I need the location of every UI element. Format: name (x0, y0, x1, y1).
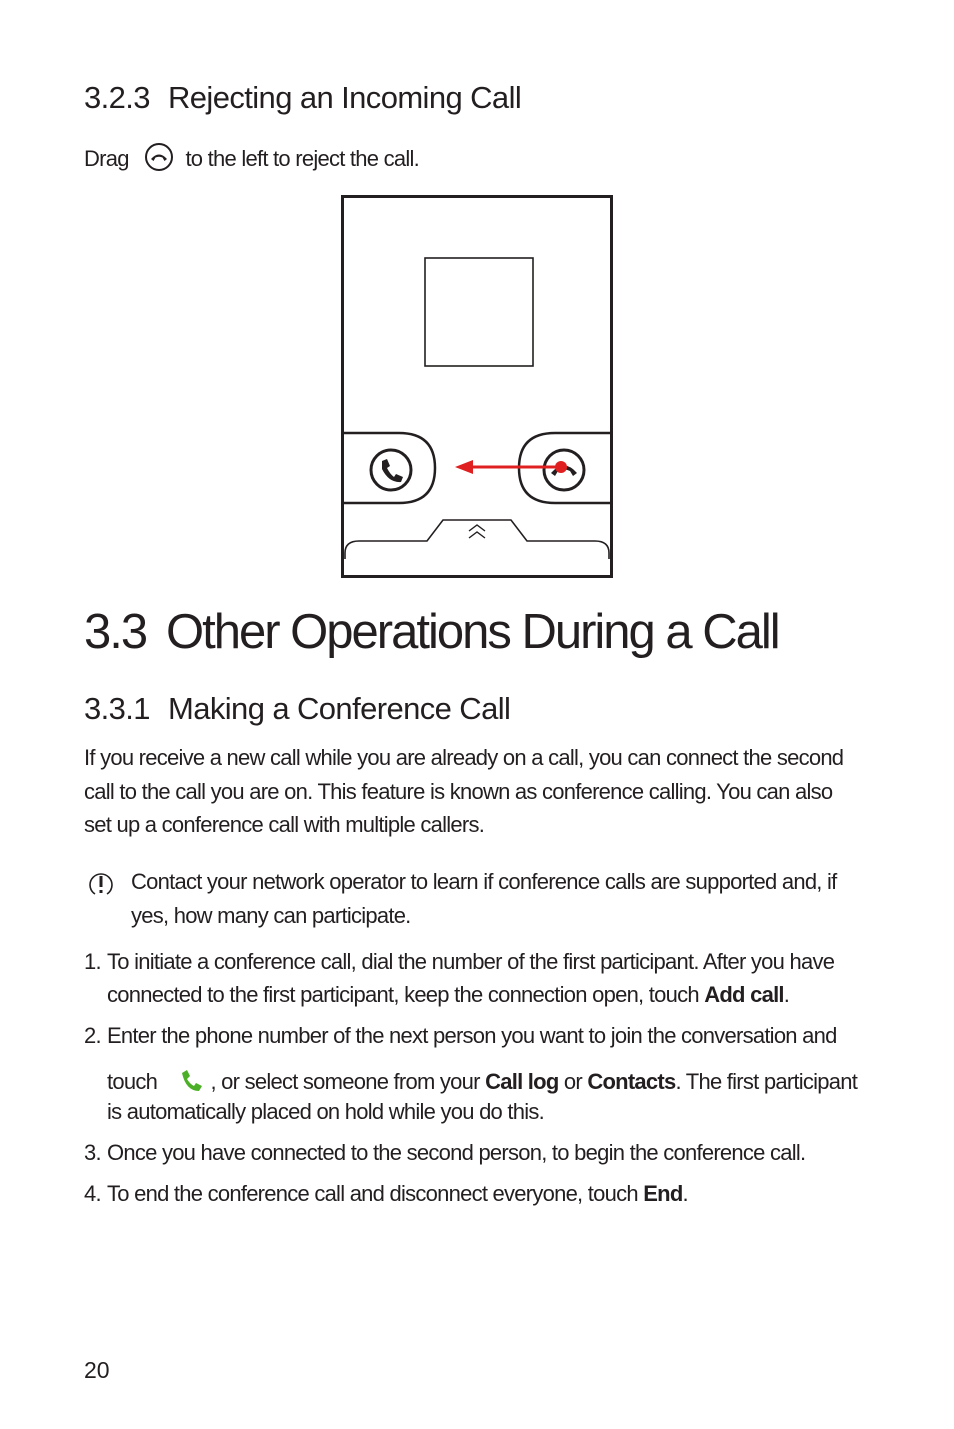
note-line: yes, how many can participate. (131, 902, 411, 928)
step-1-line-1: To initiate a conference call, dial the number of the first participant. After you have (107, 949, 835, 974)
section-title: Other Operations During a Call (166, 605, 779, 659)
step-text: To end the conference call and disconnect everyone, touch (107, 1181, 644, 1206)
step-1-line-2 (107, 982, 789, 1008)
page-number: 20 (84, 1357, 110, 1383)
section-number: 3.3 (84, 605, 147, 659)
note-text (131, 865, 837, 932)
section-heading-3-3 (84, 604, 779, 660)
section-number: 3.2.3 (84, 80, 150, 115)
call-log-label: Call log (485, 1068, 559, 1094)
intro-paragraph (84, 741, 843, 842)
step-text: or (558, 1068, 588, 1094)
end-label: End (643, 1181, 683, 1206)
double-chevron-up-icon[interactable] (467, 523, 487, 541)
paragraph-line: call to the call you are on. This feature is known as conference calling. You can also (84, 778, 833, 804)
paragraph-line: If you receive a new call while you are already on a call, you can connect the second (84, 745, 844, 770)
section-title: Making a Conference Call (168, 691, 511, 726)
step-3-text: Once you have connected to the second person, to begin the conference call. (107, 1140, 806, 1165)
phone-reject-icon (144, 142, 174, 178)
step-2-line-1: Enter the phone number of the next person you want to join the conversation and (107, 1023, 837, 1048)
note-icon (86, 868, 116, 898)
drag-word: Drag (84, 145, 129, 171)
phone-answer-icon[interactable] (368, 447, 414, 493)
contacts-label: Contacts (587, 1068, 676, 1094)
green-phone-icon (174, 1065, 208, 1101)
step-number: 3. (84, 1140, 101, 1165)
touch-word: touch (107, 1068, 158, 1094)
step-2-line-2 (107, 1065, 857, 1101)
section-heading-3-3-1 (84, 691, 510, 727)
section-number: 3.3.1 (84, 691, 150, 726)
step-number: 4. (84, 1181, 101, 1206)
note-line: Contact your network operator to learn if conference calls are supported and, if (131, 869, 837, 894)
step-number: 2. (84, 1023, 101, 1048)
paragraph-line: set up a conference call with multiple callers. (84, 812, 485, 837)
phone-screen-figure (341, 195, 613, 578)
drag-rest: to the left to reject the call. (185, 145, 419, 171)
step-text: . The first participant (675, 1068, 858, 1094)
step-2-line-3: is automatically placed on hold while you do this. (107, 1099, 544, 1124)
add-call-label: Add call (704, 982, 784, 1007)
red-left-arrow (453, 457, 571, 479)
drag-instruction (84, 142, 419, 178)
section-title: Rejecting an Incoming Call (168, 80, 522, 115)
step-text: . (682, 1181, 688, 1206)
step-text: , or select someone from your (210, 1068, 486, 1094)
section-heading-3-2-3 (84, 80, 521, 116)
step-text: . (783, 982, 790, 1007)
step-number: 1. (84, 949, 101, 974)
step-text: connected to the first participant, keep the connection open, touch (107, 982, 705, 1007)
step-4-text (107, 1181, 688, 1207)
